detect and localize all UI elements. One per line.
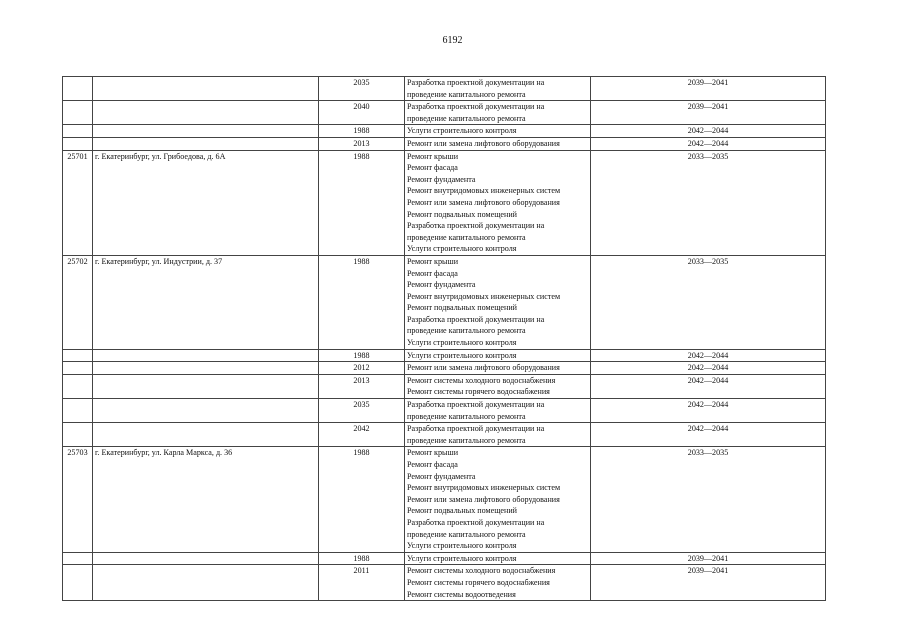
address-cell bbox=[93, 374, 319, 398]
page-number: 6192 bbox=[442, 35, 463, 46]
address-cell bbox=[93, 552, 319, 565]
work-item: Разработка проектной документации на bbox=[407, 78, 545, 87]
year-cell: 1988 bbox=[319, 552, 405, 565]
work-item: Ремонт крыши bbox=[407, 151, 459, 161]
table-row bbox=[63, 423, 826, 447]
period-cell: 2042—2044 bbox=[591, 374, 826, 398]
table-row bbox=[63, 137, 826, 150]
house-number-cell bbox=[63, 125, 93, 138]
house-number-cell bbox=[63, 552, 93, 565]
works-cell bbox=[405, 137, 591, 150]
table-row bbox=[63, 125, 826, 138]
work-item: Ремонт фасада bbox=[407, 268, 458, 278]
year-cell: 2011 bbox=[319, 565, 405, 601]
period-cell: 2042—2044 bbox=[591, 125, 826, 138]
work-item: Ремонт фасада bbox=[407, 163, 458, 173]
works-cell bbox=[405, 565, 591, 601]
works-cell bbox=[405, 423, 591, 447]
year-cell: 2042 bbox=[319, 423, 405, 447]
work-item: Услуги строительного контроля bbox=[407, 338, 517, 348]
work-item: Ремонт фундамента bbox=[407, 174, 476, 184]
year-cell: 1988 bbox=[319, 349, 405, 362]
work-item: Услуги строительного контроля bbox=[407, 541, 517, 551]
work-item: Ремонт внутридомовых инженерных систем bbox=[407, 186, 561, 196]
house-number-cell bbox=[63, 423, 93, 447]
works-cell bbox=[405, 399, 591, 423]
work-item: Ремонт крыши bbox=[407, 448, 459, 458]
work-item: Услуги строительного контроля bbox=[407, 126, 517, 136]
work-item: Разработка проектной документации на bbox=[407, 221, 545, 231]
address-cell bbox=[93, 137, 319, 150]
address-cell bbox=[93, 399, 319, 423]
house-number-cell bbox=[63, 362, 93, 375]
capital-repair-table bbox=[62, 76, 826, 601]
address-cell bbox=[93, 349, 319, 362]
house-number-cell: 25702 bbox=[63, 255, 93, 349]
work-item: проведение капитального ремонта bbox=[407, 232, 526, 242]
address-cell bbox=[93, 125, 319, 138]
work-item: Ремонт системы горячего водоснабжения bbox=[407, 577, 550, 587]
address-cell bbox=[93, 362, 319, 375]
house-number-cell bbox=[63, 374, 93, 398]
work-item: Ремонт подвальных помещений bbox=[407, 303, 518, 313]
works-cell bbox=[405, 362, 591, 375]
works-cell bbox=[405, 349, 591, 362]
period-cell: 2042—2044 bbox=[591, 399, 826, 423]
work-item: Ремонт подвальных помещений bbox=[407, 506, 518, 516]
table-body bbox=[63, 77, 826, 601]
table-row bbox=[63, 255, 826, 349]
period-cell: 2033—2035 bbox=[591, 150, 826, 255]
work-item: Услуги строительного контроля bbox=[407, 350, 517, 360]
house-number-cell: 25703 bbox=[63, 447, 93, 552]
work-item: проведение капитального ремонта bbox=[407, 326, 526, 336]
work-item: Ремонт или замена лифтового оборудования bbox=[407, 197, 560, 207]
work-item: Ремонт крыши bbox=[407, 256, 459, 266]
works-cell bbox=[405, 374, 591, 398]
work-item: проведение капитального ремонта bbox=[407, 89, 526, 99]
period-cell: 2039—2041 bbox=[591, 552, 826, 565]
table-row bbox=[63, 77, 826, 101]
year-cell: 1988 bbox=[319, 447, 405, 552]
period-cell: 2042—2044 bbox=[591, 137, 826, 150]
work-item: Ремонт системы холодного водоснабжения bbox=[407, 566, 556, 576]
table-row bbox=[63, 374, 826, 398]
house-number-cell: 25701 bbox=[63, 150, 93, 255]
period-cell: 2042—2044 bbox=[591, 349, 826, 362]
year-cell: 2013 bbox=[319, 374, 405, 398]
period-cell: 2039—2041 bbox=[591, 101, 826, 125]
house-number-cell bbox=[63, 349, 93, 362]
period-cell: 2042—2044 bbox=[591, 362, 826, 375]
work-item: Услуги строительного контроля bbox=[407, 244, 517, 254]
address-cell bbox=[93, 101, 319, 125]
address-cell bbox=[93, 423, 319, 447]
year-cell: 1988 bbox=[319, 150, 405, 255]
work-item: Ремонт фундамента bbox=[407, 471, 476, 481]
table-row bbox=[63, 447, 826, 552]
year-cell: 2012 bbox=[319, 362, 405, 375]
work-item: Разработка проектной документации на bbox=[407, 400, 545, 410]
address-cell bbox=[93, 565, 319, 601]
work-item: Ремонт внутридомовых инженерных систем bbox=[407, 291, 561, 301]
house-number-cell bbox=[63, 77, 93, 101]
period-cell: 2042—2044 bbox=[591, 423, 826, 447]
work-item: Ремонт подвальных помещений bbox=[407, 209, 518, 219]
period-cell: 2033—2035 bbox=[591, 447, 826, 552]
work-item: проведение капитального ремонта bbox=[407, 435, 526, 445]
address-cell: г. Екатеринбург, ул. Грибоедова, д. 6А bbox=[93, 150, 319, 255]
year-cell: 1988 bbox=[319, 125, 405, 138]
house-number-cell bbox=[63, 399, 93, 423]
year-cell: 2035 bbox=[319, 399, 405, 423]
work-item: проведение капитального ремонта bbox=[407, 529, 526, 539]
works-cell bbox=[405, 552, 591, 565]
table-row bbox=[63, 349, 826, 362]
work-item: Ремонт системы холодного водоснабжения bbox=[407, 375, 556, 385]
table-row bbox=[63, 565, 826, 601]
work-item: проведение капитального ремонта bbox=[407, 113, 526, 123]
table-row bbox=[63, 101, 826, 125]
house-number-cell bbox=[63, 137, 93, 150]
work-item: Ремонт или замена лифтового оборудования bbox=[407, 363, 560, 373]
works-cell bbox=[405, 101, 591, 125]
year-cell: 1988 bbox=[319, 255, 405, 349]
work-item: Ремонт или замена лифтового оборудования bbox=[407, 138, 560, 148]
period-cell: 2033—2035 bbox=[591, 255, 826, 349]
address-cell: г. Екатеринбург, ул. Карла Маркса, д. 36 bbox=[93, 447, 319, 552]
table-row bbox=[63, 150, 826, 255]
work-item: Услуги строительного контроля bbox=[407, 553, 517, 563]
year-cell: 2035 bbox=[319, 77, 405, 101]
work-item: Ремонт или замена лифтового оборудования bbox=[407, 494, 560, 504]
address-cell bbox=[93, 77, 319, 101]
table-row bbox=[63, 552, 826, 565]
work-item: Ремонт фундамента bbox=[407, 280, 476, 290]
work-item: Ремонт системы горячего водоснабжения bbox=[407, 387, 550, 397]
work-item: Ремонт внутридомовых инженерных систем bbox=[407, 483, 561, 493]
work-item: проведение капитального ремонта bbox=[407, 411, 526, 421]
house-number-cell bbox=[63, 101, 93, 125]
works-cell bbox=[405, 125, 591, 138]
work-item: Разработка проектной документации на bbox=[407, 517, 545, 527]
work-item: Разработка проектной документации на bbox=[407, 424, 545, 434]
work-item: Ремонт системы водоотведения bbox=[407, 589, 516, 599]
year-cell: 2013 bbox=[319, 137, 405, 150]
table-row bbox=[63, 362, 826, 375]
period-cell: 2039—2041 bbox=[591, 565, 826, 601]
works-cell bbox=[405, 77, 591, 101]
table-row bbox=[63, 399, 826, 423]
works-cell bbox=[405, 447, 591, 552]
year-cell: 2040 bbox=[319, 101, 405, 125]
works-cell bbox=[405, 150, 591, 255]
work-item: Разработка проектной документации на bbox=[407, 314, 545, 324]
works-cell bbox=[405, 255, 591, 349]
work-item: Ремонт фасада bbox=[407, 460, 458, 469]
address-cell: г. Екатеринбург, ул. Индустрии, д. 37 bbox=[93, 255, 319, 349]
house-number-cell bbox=[63, 565, 93, 601]
work-item: Разработка проектной документации на bbox=[407, 102, 545, 112]
period-cell: 2039—2041 bbox=[591, 77, 826, 101]
